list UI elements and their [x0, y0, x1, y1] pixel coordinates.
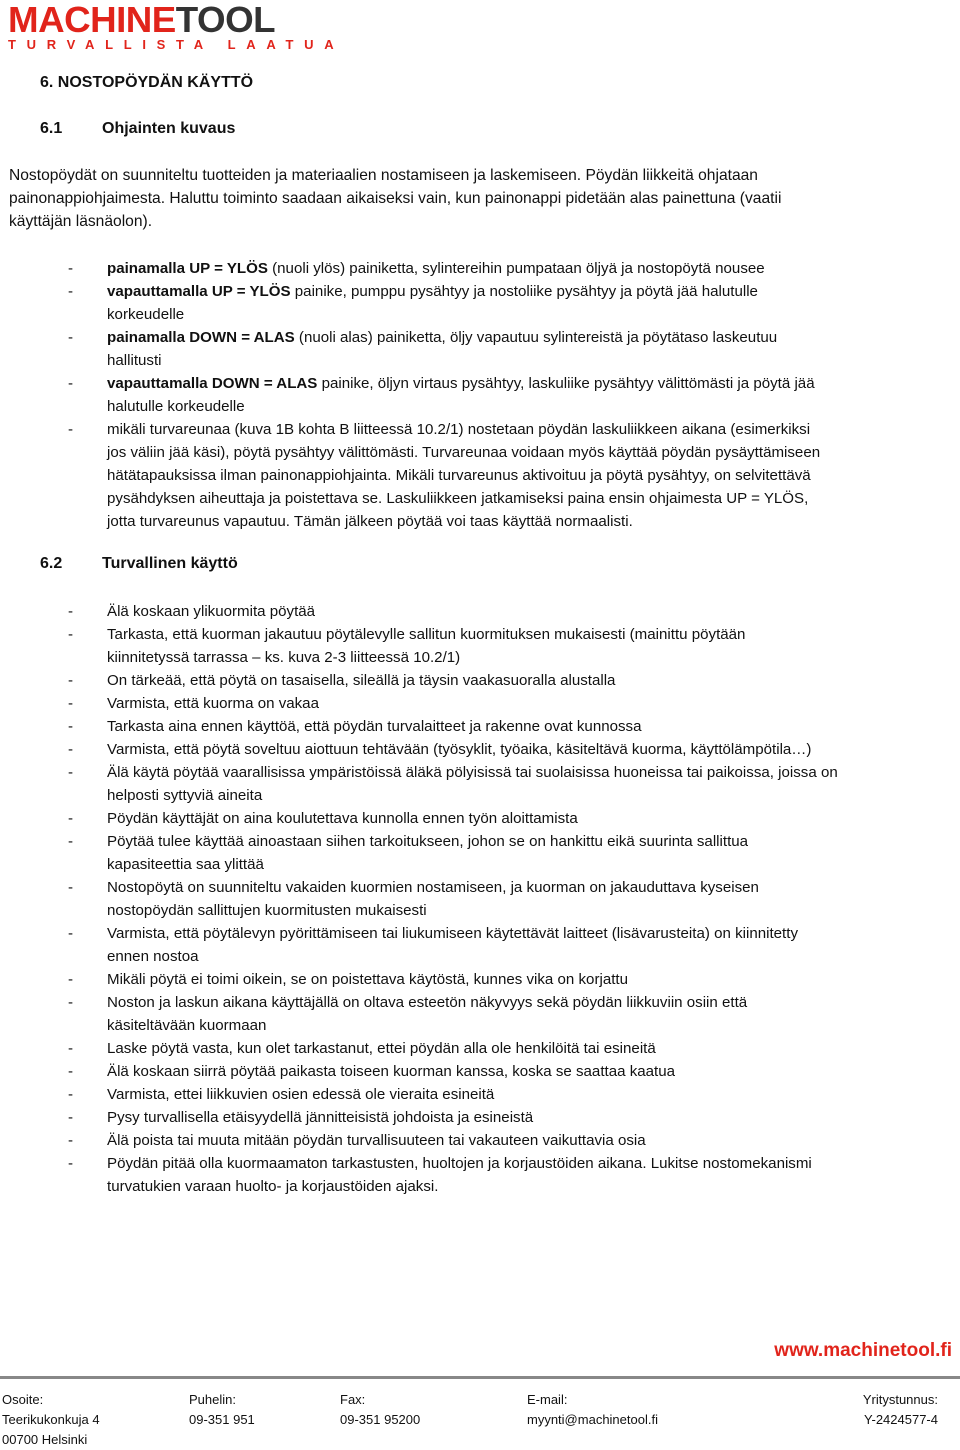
list-item — [0, 1083, 952, 1106]
list-item-line: nostopöydän sallittujen kuormitusten mukaisesti — [107, 902, 427, 919]
bullet-dash: - — [68, 695, 74, 712]
list-item-line — [107, 464, 952, 487]
list-item-text: mikäli turvareunaa (kuva 1B kohta B liitteessä 10.2/1) nostetaan pöydän laskuliikkeen aikana (esimerkiksi — [107, 421, 811, 438]
list-item — [0, 623, 952, 669]
subsection-heading-safety — [40, 555, 238, 573]
list-item-line: Varmista, että pöytä soveltuu aiottuun tehtävään (työsyklit, työaika, käsiteltävä kuorma, käyttölämpötila…) — [107, 741, 812, 758]
intro-line: painonappiohjaimesta. Haluttu toiminto saadaan aikaiseksi vain, kun painonappi pidetään alas painettuna (vaatii — [9, 190, 782, 207]
footer-phone — [189, 1390, 255, 1430]
list-item-line: Varmista, ettei liikkuvien osien edessä ole vieraita esineitä — [107, 1086, 495, 1103]
bullet-dash: - — [68, 1086, 74, 1103]
list-item-emphasis: painamalla UP = YLÖS — [107, 260, 268, 277]
list-item-text: hallitusti — [107, 352, 162, 369]
list-item-line: Älä poista tai muuta mitään pöydän turvallisuuteen tai vakauteen vaikuttavia osia — [107, 1132, 646, 1149]
subsection-title: Turvallinen käyttö — [102, 555, 238, 572]
subsection-number: 6.1 — [40, 120, 63, 137]
footer-email — [527, 1390, 658, 1430]
list-item-emphasis: painamalla DOWN = ALAS — [107, 329, 295, 346]
subsection-heading-controls — [40, 120, 235, 138]
list-item-text: halutulle korkeudelle — [107, 398, 245, 415]
bullet-dash: - — [68, 1040, 74, 1057]
footer-address-label: Osoite: — [2, 1392, 44, 1407]
list-item-line — [107, 257, 952, 280]
list-item-line: Nostopöytä on suunniteltu vakaiden kuormien nostamiseen, ja kuorman on jakauduttava kyseisen — [107, 879, 759, 896]
subsection-title: Ohjainten kuvaus — [102, 120, 236, 137]
bullet-dash: - — [68, 375, 74, 392]
footer-phone-label: Puhelin: — [189, 1392, 236, 1407]
footer-business-id-value: Y-2424577-4 — [864, 1412, 938, 1427]
list-item-emphasis: vapauttamalla DOWN = ALAS — [107, 375, 318, 392]
list-item — [0, 1152, 952, 1198]
bullet-dash: - — [68, 833, 74, 850]
list-item-line — [107, 487, 952, 510]
list-item — [0, 372, 952, 418]
bullet-dash: - — [68, 994, 74, 1011]
list-item — [0, 715, 952, 738]
list-item-line — [107, 349, 952, 372]
list-item-line: kapasiteettia saa ylittää — [107, 856, 264, 873]
list-item — [0, 1129, 952, 1152]
list-item-line — [107, 418, 952, 441]
subsection-number: 6.2 — [40, 555, 63, 572]
bullet-dash: - — [68, 283, 74, 300]
list-item-line — [107, 303, 952, 326]
list-item — [0, 326, 952, 372]
list-item-text: pysähdyksen aiheuttaja ja poistettava se. Laskuliikkeen jatkamiseksi paina ensin ohjaimesta UP = YLÖS, — [107, 490, 809, 507]
logo-wordmark — [8, 2, 289, 38]
footer-business-id — [863, 1390, 938, 1430]
list-item-line: Varmista, että kuorma on vakaa — [107, 695, 319, 712]
list-item-text: jotta turvareunus vapautuu. Tämän jälkeen pöytää voi taas käyttää normaalisti. — [107, 513, 633, 530]
list-item-text: jos väliin jää käsi), pöytä pysähtyy välittömästi. Turvareunaa voidaan myös käyttää pöydän pysäyttämiseen — [107, 444, 821, 461]
footer-address — [2, 1390, 100, 1450]
list-item-line: Älä koskaan ylikuormita pöytää — [107, 603, 316, 620]
bullet-dash: - — [68, 260, 74, 277]
bullet-dash: - — [68, 1109, 74, 1126]
list-item-line — [107, 326, 952, 349]
list-item — [0, 418, 952, 533]
list-item — [0, 830, 952, 876]
footer-email-label: E-mail: — [527, 1392, 568, 1407]
list-item — [0, 738, 952, 761]
list-item-line — [107, 395, 952, 418]
bullet-dash: - — [68, 672, 74, 689]
footer-business-id-label: Yritystunnus: — [862, 1392, 938, 1407]
intro-line: Nostopöydät on suunniteltu tuotteiden ja materiaalien nostamiseen ja laskemiseen. Pöydän liikkeitä ohjataan — [9, 167, 758, 184]
footer-address-line1: Teerikukonkuja 4 — [2, 1412, 100, 1427]
bullet-dash: - — [68, 626, 74, 643]
list-item — [0, 922, 952, 968]
list-item-line: ennen nostoa — [107, 948, 199, 965]
list-item — [0, 968, 952, 991]
logo-tagline: TURVALLISTA LAATUA — [8, 37, 345, 52]
list-item — [0, 1106, 952, 1129]
list-item — [0, 600, 952, 623]
list-item-line: Älä käytä pöytää vaarallisissa ympäristöissä äläkä pölyisissä tai suolaisissa huoneissa tai paikoissa, joissa on — [107, 764, 838, 781]
logo-part-dark: TOOL — [175, 0, 276, 40]
bullet-dash: - — [68, 421, 74, 438]
list-item — [0, 807, 952, 830]
list-item-line: Varmista, että pöytälevyn pyörittämiseen tai liukumiseen käytettävät laitteet (lisävarusteita) on kiinnitetty — [107, 925, 798, 942]
list-item-line — [107, 510, 952, 533]
controls-list — [0, 257, 952, 533]
list-item-line: Tarkasta aina ennen käyttöä, että pöydän turvalaitteet ja rakenne ovat kunnossa — [107, 718, 642, 735]
safety-list — [0, 600, 952, 1198]
list-item — [0, 669, 952, 692]
list-item-text: korkeudelle — [107, 306, 185, 323]
list-item-emphasis: vapauttamalla UP = YLÖS — [107, 283, 291, 300]
footer-fax — [340, 1390, 420, 1430]
list-item-line: Laske pöytä vasta, kun olet tarkastanut, ettei pöydän alla ole henkilöitä tai esineitä — [107, 1040, 656, 1057]
list-item-line — [107, 441, 952, 464]
list-item-text: painike, pumppu pysähtyy ja nostoliike pysähtyy ja pöytä jää halutulle — [290, 283, 758, 300]
list-item — [0, 876, 952, 922]
bullet-dash: - — [68, 718, 74, 735]
footer-website-link[interactable]: www.machinetool.fi — [774, 1340, 952, 1361]
list-item-line: Pysy turvallisella etäisyydellä jännitteisistä johdoista ja esineistä — [107, 1109, 534, 1126]
list-item-line — [107, 280, 952, 303]
list-item-text: painike, öljyn virtaus pysähtyy, laskuliike pysähtyy välittömästi ja pöytä jää — [317, 375, 815, 392]
bullet-dash: - — [68, 1132, 74, 1149]
bullet-dash: - — [68, 925, 74, 942]
list-item-text: (nuoli ylös) painiketta, sylintereihin pumpataan öljyä ja nostopöytä nousee — [267, 260, 765, 277]
list-item — [0, 257, 952, 280]
footer-fax-label: Fax: — [340, 1392, 366, 1407]
bullet-dash: - — [68, 879, 74, 896]
bullet-dash: - — [68, 764, 74, 781]
list-item-line: Pöytää tulee käyttää ainoastaan siihen tarkoitukseen, johon se on hankittu eikä suurinta sallittua — [107, 833, 749, 850]
list-item-line: Älä koskaan siirrä pöytää paikasta toiseen kuorman kanssa, koska se saattaa kaatua — [107, 1063, 676, 1080]
list-item-line: turvatukien varaan huolto- ja korjaustöiden ajaksi. — [107, 1178, 439, 1195]
list-item-text: hätätapauksissa ilman painonappiohjainta. Mikäli turvareunus aktivoituu ja pöytä pysähtyy, on selvitettävä — [107, 467, 811, 484]
footer-phone-number: 09-351 951 — [189, 1412, 255, 1427]
list-item — [0, 692, 952, 715]
bullet-dash: - — [68, 603, 74, 620]
footer-address-line2: 00700 Helsinki — [2, 1432, 88, 1447]
list-item — [0, 991, 952, 1037]
list-item-line: Tarkasta, että kuorman jakautuu pöytälevylle sallitun kuormituksen mukaisesti (mainittu pöytään — [107, 626, 746, 643]
list-item — [0, 761, 952, 807]
intro-paragraph — [9, 164, 949, 233]
footer-email-address[interactable]: myynti@machinetool.fi — [527, 1412, 658, 1427]
list-item — [0, 1060, 952, 1083]
footer-fax-number: 09-351 95200 — [340, 1412, 421, 1427]
bullet-dash: - — [68, 1155, 74, 1172]
bullet-dash: - — [68, 741, 74, 758]
list-item-line: Pöydän pitää olla kuormaamaton tarkastusten, huoltojen ja korjaustöiden aikana. Lukitse nostomekanismi — [107, 1155, 812, 1172]
bullet-dash: - — [68, 810, 74, 827]
list-item-line: kiinnitetyssä tarrassa – ks. kuva 2-3 liitteessä 10.2/1) — [107, 649, 461, 666]
section-title: 6. NOSTOPÖYDÄN KÄYTTÖ — [40, 74, 254, 91]
list-item-line: On tärkeää, että pöytä on tasaisella, sileällä ja täysin vaakasuoralla alustalla — [107, 672, 616, 689]
list-item-text: (nuoli alas) painiketta, öljy vapautuu sylintereistä ja pöytätaso laskeutuu — [294, 329, 778, 346]
list-item-line: Noston ja laskun aikana käyttäjällä on oltava esteetön näkyvyys sekä pöydän liikkuviin osiin että — [107, 994, 748, 1011]
footer-divider — [0, 1376, 960, 1379]
list-item-line: Mikäli pöytä ei toimi oikein, se on poistettava käytöstä, kunnes vika on korjattu — [107, 971, 628, 988]
list-item-line: helposti syttyviä aineita — [107, 787, 263, 804]
list-item-line: käsiteltävään kuormaan — [107, 1017, 267, 1034]
intro-line: käyttäjän läsnäolon). — [9, 213, 153, 230]
list-item-line: Pöydän käyttäjät on aina koulutettava kunnolla ennen työn aloittamista — [107, 810, 578, 827]
list-item — [0, 280, 952, 326]
bullet-dash: - — [68, 971, 74, 988]
list-item-line — [107, 372, 952, 395]
list-item — [0, 1037, 952, 1060]
logo-part-red: MACHINE — [8, 0, 176, 40]
company-logo — [8, 0, 345, 52]
bullet-dash: - — [68, 329, 74, 346]
bullet-dash: - — [68, 1063, 74, 1080]
